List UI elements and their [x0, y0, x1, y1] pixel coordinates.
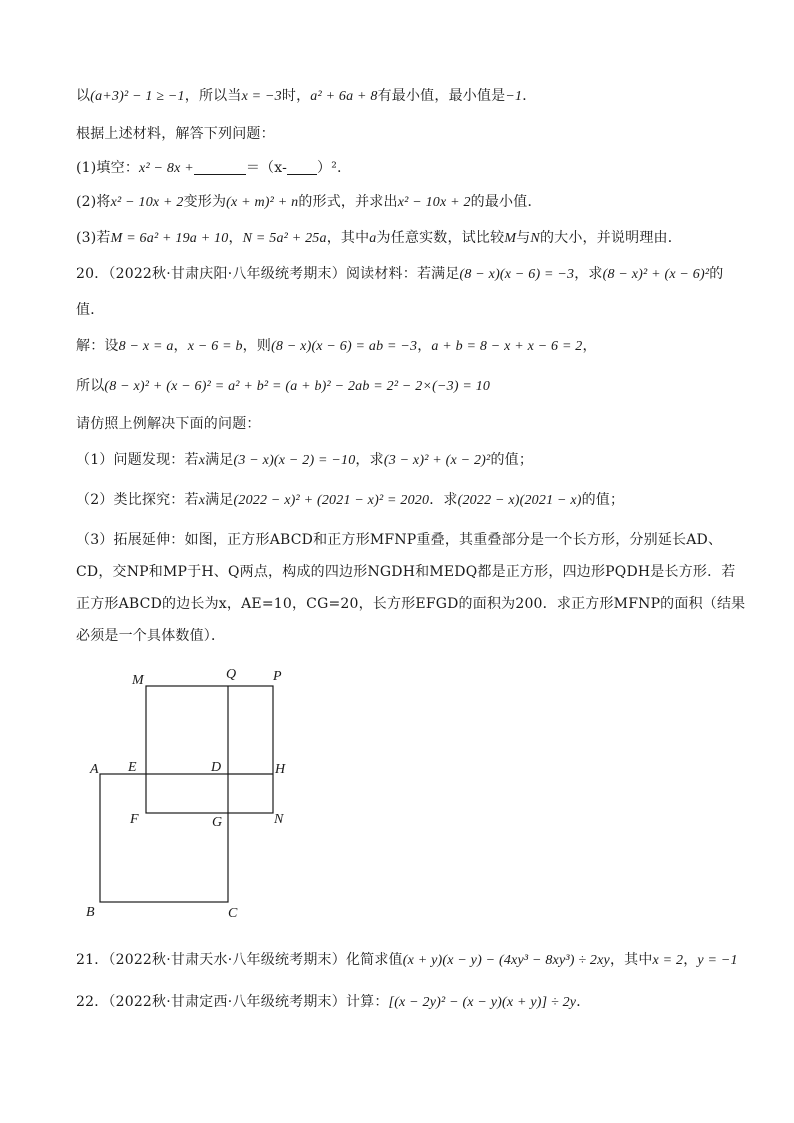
- text: 有最小值，最小值是: [377, 88, 506, 104]
- text: 的值；: [490, 452, 534, 468]
- math-expr: x: [198, 493, 206, 508]
- question-1: [76, 158, 342, 179]
- text: 的最小值．: [470, 194, 542, 210]
- math-expr: (x + m)² + n: [226, 195, 299, 210]
- label-B: B: [86, 905, 95, 920]
- text: 与: [516, 230, 531, 246]
- text: ，所以当: [184, 88, 242, 104]
- problem-20-imitate: [76, 414, 261, 434]
- label-D: D: [211, 760, 222, 775]
- label-P: P: [273, 669, 282, 684]
- text: CD，交NP和MP于H、Q两点，构成的四边形NGDH和MEDQ都是正方形，四边形PQDH是长方形．若: [76, 564, 736, 580]
- math-expr: a² + 6a + 8: [310, 89, 378, 104]
- math-expr: x = −3: [241, 89, 282, 104]
- math-expr: x: [198, 453, 206, 468]
- text: (2)将: [76, 194, 111, 210]
- text: ＝（x-: [245, 160, 288, 176]
- text: ，其中: [609, 952, 653, 968]
- question-2: [76, 192, 542, 213]
- math-expr: x² − 8x +: [139, 161, 194, 176]
- text: ，: [582, 338, 597, 354]
- text: ．求: [429, 492, 458, 508]
- text: ，: [683, 952, 698, 968]
- intro-line-2: [76, 124, 275, 144]
- square-mfnp: [146, 686, 273, 813]
- math-expr: (2022 − x)(2021 − x): [457, 493, 582, 508]
- text: 变形为: [183, 194, 227, 210]
- text: ，: [173, 338, 188, 354]
- math-expr: a + b = 8 − x + x − 6 = 2: [431, 339, 583, 354]
- problem-20-sub-1: [76, 450, 533, 471]
- math-expr: (2022 − x)² + (2021 − x)² = 2020: [233, 493, 430, 508]
- text: ）².: [317, 160, 342, 176]
- problem-20-solution: [76, 336, 597, 357]
- text: （2）类比探究：若: [76, 492, 199, 508]
- text: （1）问题发现：若: [76, 452, 199, 468]
- text: 的: [709, 266, 724, 282]
- text: 为任意实数，试比较: [376, 230, 505, 246]
- text: 的值；: [581, 492, 625, 508]
- label-G: G: [212, 815, 223, 830]
- text: ，: [417, 338, 432, 354]
- text: 时，: [281, 88, 311, 104]
- text: ，求: [574, 266, 603, 282]
- math-expr: M: [504, 231, 517, 246]
- text: 的大小，并说明理由．: [539, 230, 682, 246]
- math-expr: (8 − x)² + (x − 6)²: [602, 267, 710, 282]
- text: ，: [228, 230, 243, 246]
- math-expr: [(x − 2y)² − (x − y)(x + y)] ÷ 2y: [388, 995, 577, 1010]
- text: ．: [576, 994, 591, 1010]
- math-expr: M = 6a² + 19a + 10: [110, 231, 229, 246]
- text: ．: [522, 88, 537, 104]
- label-F: F: [130, 812, 139, 827]
- text: 根据上述材料，解答下列问题：: [76, 126, 275, 142]
- problem-20-sub-2: [76, 490, 624, 511]
- math-expr: x − 6 = b: [187, 339, 243, 354]
- math-expr: (a+3)² − 1 ≥ −1: [90, 89, 185, 104]
- text: 的形式，并求出: [298, 194, 398, 210]
- math-expr: (3 − x)(x − 2) = −10: [233, 453, 356, 468]
- text: (3)若: [76, 230, 111, 246]
- problem-20-sub-3-l4: [76, 626, 225, 646]
- text: 20．（2022秋·甘肃庆阳·八年级统考期末）阅读材料：若满足: [76, 266, 460, 282]
- problem-20-head: [76, 264, 723, 285]
- text: ，则: [242, 338, 272, 354]
- math-expr: N = 5a² + 25a: [242, 231, 327, 246]
- answer-blank[interactable]: [287, 160, 317, 175]
- label-A: A: [90, 762, 99, 777]
- square-abcd: [100, 774, 228, 902]
- text: ，其中: [326, 230, 370, 246]
- problem-20-sub-3-l1: [76, 530, 722, 550]
- math-expr: x² − 10x + 2: [110, 195, 184, 210]
- label-Q: Q: [226, 667, 237, 682]
- text: 满足: [205, 452, 234, 468]
- question-3: [76, 228, 682, 249]
- problem-21: [76, 950, 738, 971]
- math-expr: N: [530, 231, 540, 246]
- problem-22: [76, 992, 590, 1013]
- math-expr: x² − 10x + 2: [397, 195, 471, 210]
- problem-20-so: [76, 376, 490, 397]
- text: 满足: [205, 492, 234, 508]
- math-expr: x = 2: [652, 953, 684, 968]
- squares-figure: [80, 660, 310, 925]
- problem-20-head-cont: [76, 300, 104, 320]
- text: 值．: [76, 302, 105, 318]
- text: ，求: [355, 452, 384, 468]
- problem-20-sub-3-l2: [76, 562, 736, 582]
- math-expr: (x + y)(x − y) − (4xy³ − 8xy³) ÷ 2xy: [402, 953, 610, 968]
- text: 解：设: [76, 338, 119, 354]
- text: (1)填空：: [76, 160, 140, 176]
- text: 22．（2022秋·甘肃定西·八年级统考期末）计算：: [76, 994, 389, 1010]
- intro-line-1: [76, 86, 536, 107]
- answer-blank[interactable]: [194, 160, 246, 175]
- math-expr: a: [369, 231, 377, 246]
- text: 正方形ABCD的边长为x，AE=10，CG=20，长方形EFGD的面积为200．求正方形MFNP的面积（结果: [76, 596, 746, 612]
- math-expr: 8 − x = a: [118, 339, 174, 354]
- text: 以: [76, 88, 91, 104]
- problem-20-sub-3-l3: [76, 594, 745, 614]
- math-expr: y = −1: [697, 953, 738, 968]
- text: 必须是一个具体数值）．: [76, 628, 226, 644]
- text: （3）拓展延伸：如图，正方形ABCD和正方形MFNP重叠，其重叠部分是一个长方形，分别延长AD、: [76, 532, 723, 548]
- label-N: N: [274, 812, 284, 827]
- label-H: H: [275, 762, 286, 777]
- label-E: E: [128, 760, 137, 775]
- math-expr: (3 − x)² + (x − 2)²: [383, 453, 491, 468]
- text: 请仿照上例解决下面的问题：: [76, 416, 261, 432]
- label-M: M: [132, 673, 144, 688]
- text: 所以: [76, 378, 105, 394]
- label-C: C: [228, 906, 238, 921]
- math-expr: (8 − x)² + (x − 6)² = a² + b² = (a + b)² − 2ab = 2² − 2×(−3) = 10: [104, 379, 491, 394]
- math-expr: (8 − x)(x − 6) = −3: [459, 267, 575, 282]
- text: 21．（2022秋·甘肃天水·八年级统考期末）化简求值: [76, 952, 403, 968]
- math-expr: −1: [505, 89, 523, 104]
- math-expr: (8 − x)(x − 6) = ab = −3: [271, 339, 418, 354]
